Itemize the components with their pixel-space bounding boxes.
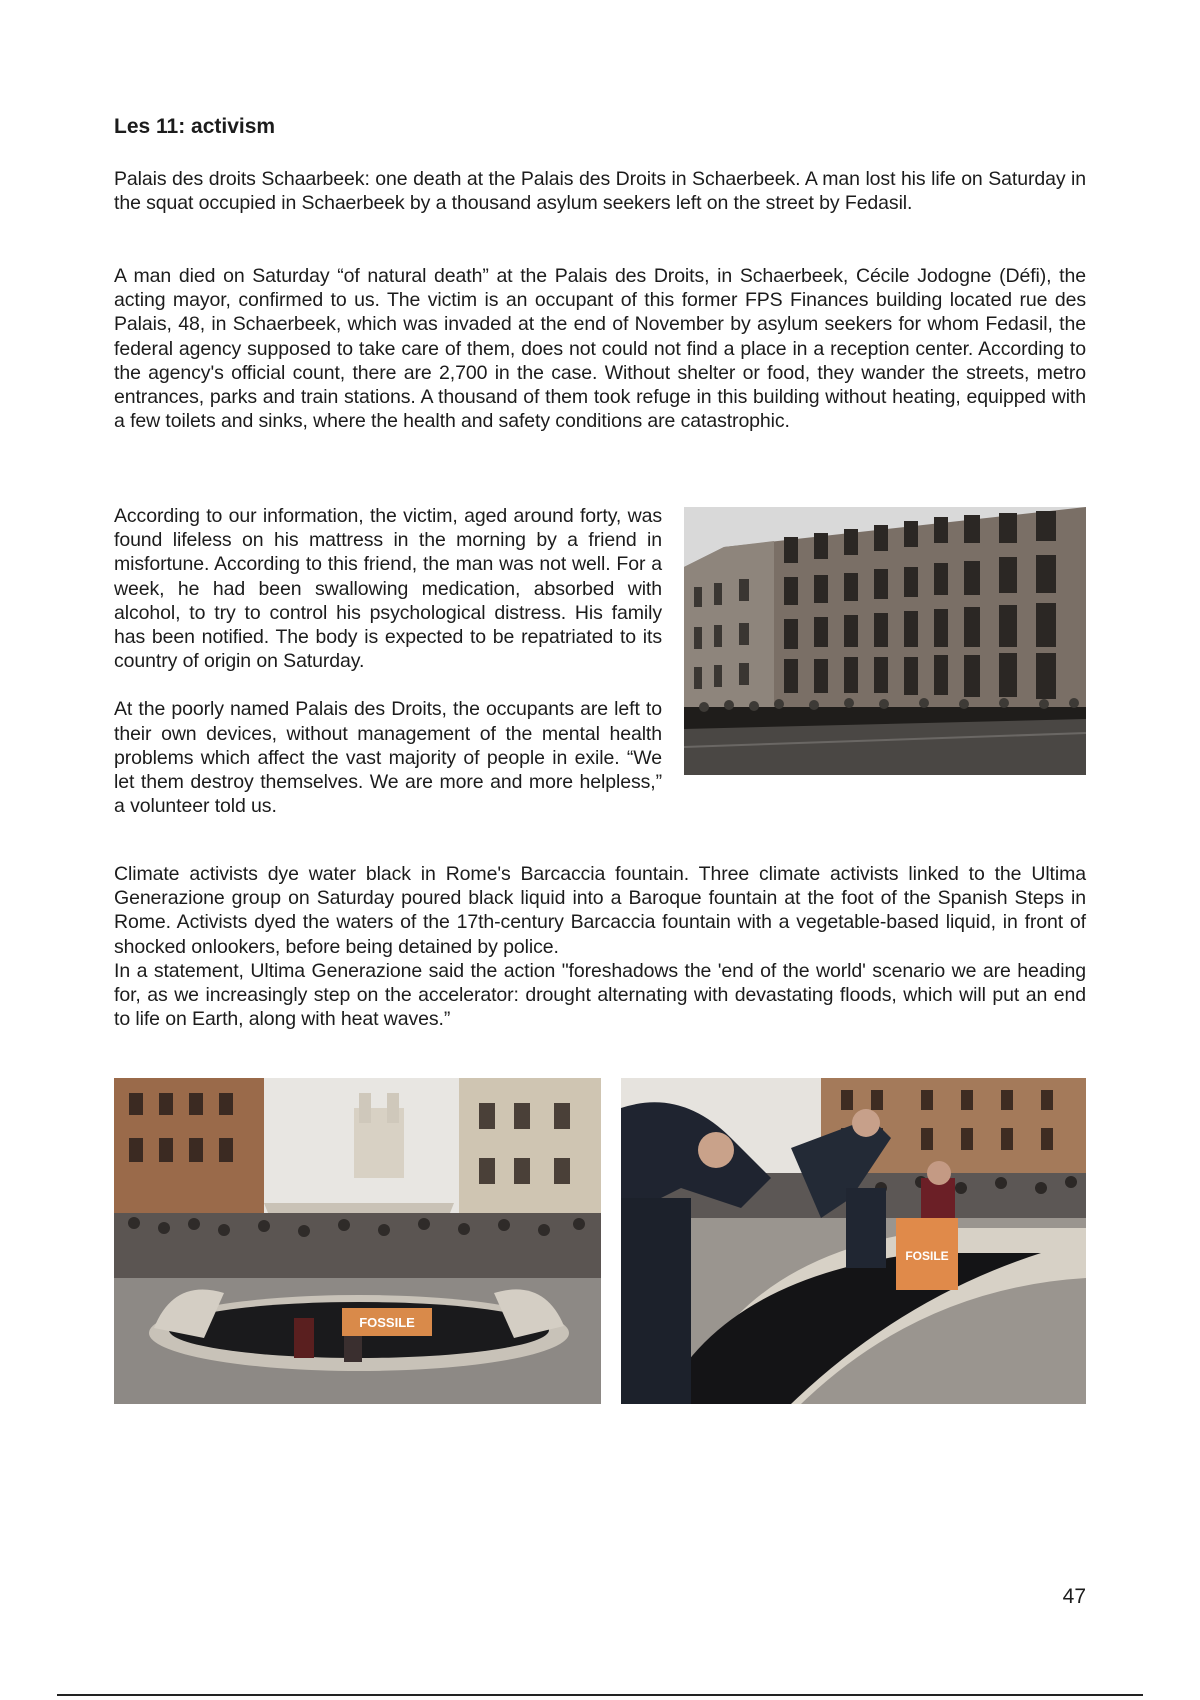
fountain-photo-right <box>621 1078 1086 1404</box>
paragraph-death-report: A man died on Saturday “of natural death” at the Palais des Droits, in Schaerbeek, Cécile Jodogne (Défi), the acting mayor, confirmed to us. The victim is an occupant of this former FPS Finances building located rue des Palais, 48, in Schaerbeek, which was invaded at the end of November by asylum seekers for whom Fedasil, the federal agency supposed to take care of them, does not could not find a place in a reception center. According to the agency's official count, there are 2,700 in the case. Without shelter or food, they wander the streets, metro entrances, parks and train stations. A thousand of them took refuge in this building without heating, equipped with a few toilets and sinks, where the health and safety conditions are catastrophic. <box>114 265 1086 433</box>
banner-right-text: FOSILE <box>905 1249 949 1263</box>
wrapped-text-block <box>114 504 1086 818</box>
paragraph-occupants: At the poorly named Palais des Droits, the occupants are left to their own devices, without management of the mental health problems which affect the vast majority of people in exile. “We let them destroy themselves. We are more and more helpless,” a volunteer told us. <box>114 698 662 818</box>
footer-rule <box>57 1694 1143 1696</box>
fountain-photo-right-graphic <box>621 1078 1086 1404</box>
building-photo-graphic <box>684 507 1086 775</box>
paragraph-climate <box>114 862 1086 1031</box>
paragraph-climate-intro: Climate activists dye water black in Rome's Barcaccia fountain. Three climate activists linked to the Ultima Generazione group on Saturday poured black liquid into a Baroque fountain at the foot of the Spanish Steps in Rome. Activists dyed the waters of the 17th-century Barcaccia fountain with a vegetable-based liquid, in front of shocked onlookers, before being detained by police. <box>114 863 1086 958</box>
paragraph-intro: Palais des droits Schaarbeek: one death at the Palais des Droits in Schaerbeek. A man lost his life on Saturday in the squat occupied in Schaerbeek by a thousand asylum seekers left on the street by Fedasil. <box>114 168 1086 215</box>
banner-left-text: FOSSILE <box>359 1315 415 1330</box>
fountain-photo-left-graphic <box>114 1078 601 1404</box>
building-queue-photo <box>684 507 1086 775</box>
fountain-photo-left <box>114 1078 601 1404</box>
lesson-heading: Les 11: activism <box>114 115 276 138</box>
page-number: 47 <box>1062 1585 1086 1608</box>
paragraph-climate-statement: In a statement, Ultima Generazione said the action "foreshadows the 'end of the world' scenario we are heading for, as we increasingly step on the accelerator: drought alternating with devastating floods, which will put an end to life on Earth, along with heat waves.” <box>114 959 1086 1031</box>
paragraph-victim: According to our information, the victim, aged around forty, was found lifeless on his mattress in the morning by a friend in misfortune. According to this friend, the man was not well. For a week, he had been swallowing medication, absorbed with alcohol, to try to control his psychological distress. His family has been notified. The body is expected to be repatriated to its country of origin on Saturday. <box>114 505 662 673</box>
